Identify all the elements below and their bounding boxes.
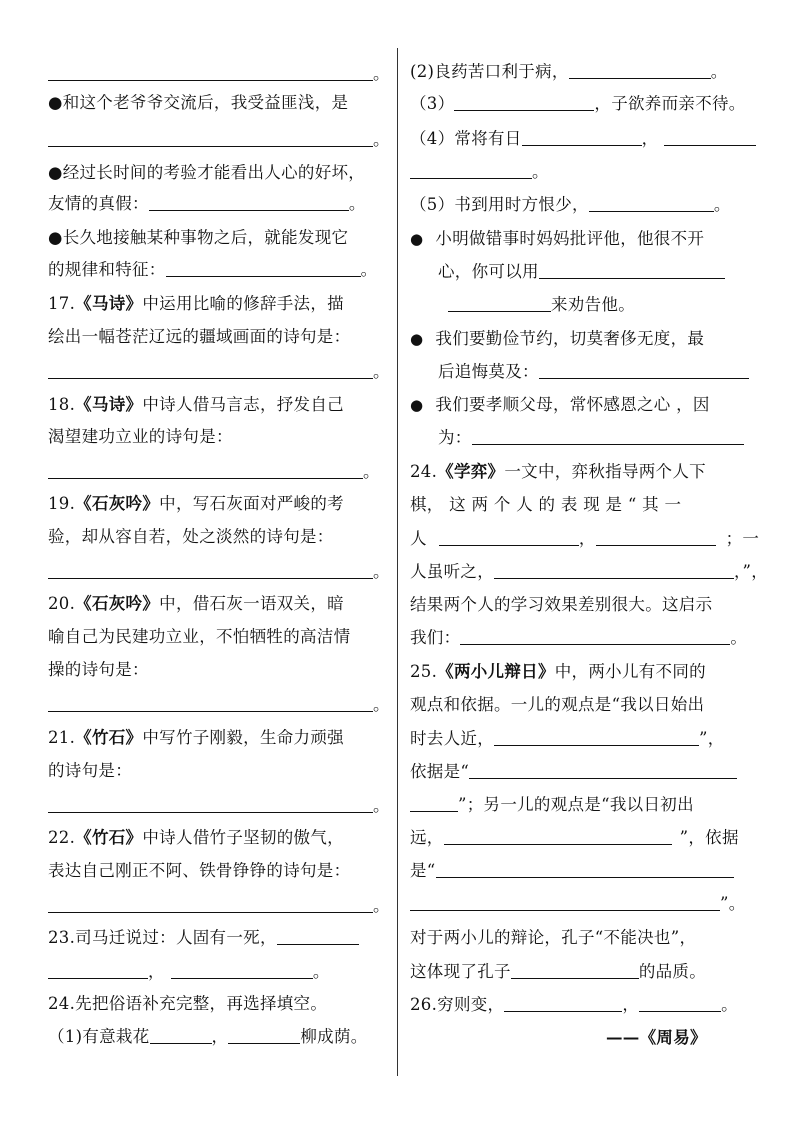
question-18: 18.《马诗》中诗人借马言志，抒发自己 xyxy=(48,395,344,414)
question-26: 26.穷则变， ， 。 xyxy=(410,995,738,1014)
bullet-item: ● 我们要勤俭节约，切莫奢侈无度，最 xyxy=(410,329,705,348)
blank[interactable] xyxy=(166,259,361,277)
column-divider xyxy=(397,48,398,1076)
question-text: ”；另一儿的观点是“我以日初出 xyxy=(410,793,694,817)
source-citation: ——《周易》 xyxy=(606,1028,707,1047)
question-text: 是“ xyxy=(410,859,734,883)
blank[interactable] xyxy=(171,961,313,979)
question-text: 验，却从容自若，处之淡然的诗句是： xyxy=(48,527,334,546)
blank[interactable] xyxy=(664,128,756,146)
answer-line: 。 xyxy=(48,894,390,918)
answer-line: 。 xyxy=(48,128,390,152)
question-text: 喻自己为民建功立业，不怕牺牲的高洁情 xyxy=(48,627,351,646)
blank[interactable] xyxy=(410,161,532,179)
blank[interactable] xyxy=(596,528,716,546)
question-23: 23.司马迁说过：人固有一死， xyxy=(48,926,359,950)
poem-title: 《马诗》 xyxy=(75,395,143,414)
blank[interactable] xyxy=(277,927,359,945)
blank[interactable] xyxy=(48,129,373,147)
blank[interactable] xyxy=(494,728,699,746)
answer-line: 。 xyxy=(48,693,390,717)
blank[interactable] xyxy=(494,561,734,579)
blank[interactable] xyxy=(469,761,737,779)
question-text: 渴望建功立业的诗句是： xyxy=(48,427,233,446)
question-text: 为： xyxy=(438,426,744,450)
blank[interactable] xyxy=(410,893,720,911)
question-text: 人虽听之， ，”， xyxy=(410,562,769,581)
question-24: 24.先把俗语补充完整，再选择填空。 xyxy=(48,994,328,1013)
poem-title: 《石灰吟》 xyxy=(75,594,160,613)
bullet-icon: ● xyxy=(410,330,424,348)
question-text: 依据是“ xyxy=(410,760,737,784)
question-text: 表达自己刚正不阿、铁骨铮铮的诗句是： xyxy=(48,861,351,880)
blank[interactable] xyxy=(522,128,642,146)
blank[interactable] xyxy=(48,561,373,579)
bullet-icon: ● xyxy=(410,396,424,414)
blank[interactable] xyxy=(48,961,148,979)
answer-line: 。 xyxy=(48,460,380,484)
blank[interactable] xyxy=(639,994,721,1012)
blank[interactable] xyxy=(444,827,672,845)
answer-line: 。 xyxy=(48,62,390,86)
blank[interactable] xyxy=(569,61,711,79)
question-22: 22.《竹石》中诗人借竹子坚韧的傲气， xyxy=(48,828,344,847)
blank[interactable] xyxy=(48,694,373,712)
answer-line: 。 xyxy=(410,160,549,184)
blank[interactable] xyxy=(149,193,349,211)
blank[interactable] xyxy=(150,1026,212,1044)
proverb-2: (2)良药苦口利于病， 。 xyxy=(410,62,728,81)
question-text: 远， ”，依据 xyxy=(410,828,739,847)
question-25: 25.《两小儿辩日》中，两小儿有不同的 xyxy=(410,662,706,681)
poem-title: 《竹石》 xyxy=(75,828,143,847)
question-text: 这体现了孔子 的品质。 xyxy=(410,962,707,981)
blank[interactable] xyxy=(539,261,725,279)
answer-line: 。 xyxy=(48,794,390,818)
question-text: 心，你可以用 xyxy=(438,260,725,284)
poem-title: 《石灰吟》 xyxy=(75,494,160,513)
question-text: 的规律和特征： 。 xyxy=(48,260,378,279)
bullet-text: ●经过长时间的考验才能看出人心的好坏， xyxy=(48,163,366,182)
blank[interactable] xyxy=(448,294,551,312)
blank[interactable] xyxy=(472,427,744,445)
answer-line: 。 xyxy=(48,360,390,384)
poem-title: 《马诗》 xyxy=(75,294,143,313)
question-text: 友情的真假： 。 xyxy=(48,194,366,213)
answer-line: ， 。 xyxy=(48,960,330,984)
blank[interactable] xyxy=(48,895,373,913)
poem-title: 《学弈》 xyxy=(437,462,505,481)
proverb-5: （5）书到用时方恨少， 。 xyxy=(410,195,731,214)
poem-title: 《竹石》 xyxy=(75,728,143,747)
question-text: 结果两个人的学习效果差别很大。这启示 xyxy=(410,595,713,614)
blank[interactable] xyxy=(439,528,579,546)
blank[interactable] xyxy=(460,627,730,645)
blank[interactable] xyxy=(504,994,622,1012)
question-24-xueyi: 24.《学弈》一文中，弈秋指导两个人下 xyxy=(410,462,706,481)
blank[interactable] xyxy=(48,795,373,813)
answer-line: 。 xyxy=(48,560,390,584)
question-text: ”。 xyxy=(410,892,746,916)
proverb-3: （3） ，子欲养而亲不待。 xyxy=(410,94,746,113)
blank[interactable] xyxy=(511,961,639,979)
bullet-item: ● 小明做错事时妈妈批评他，他很不开 xyxy=(410,229,705,248)
question-text: 后追悔莫及： xyxy=(438,360,749,384)
question-text: 对于两小儿的辩论，孔子“不能决也”， xyxy=(410,928,697,947)
blank[interactable] xyxy=(436,860,734,878)
blank[interactable] xyxy=(410,794,458,812)
bullet-icon: ● xyxy=(410,230,424,248)
question-text: （1)有意栽花 ， 柳成荫。 xyxy=(48,1027,368,1046)
question-17: 17.《马诗》中运用比喻的修辞手法，描 xyxy=(48,294,344,313)
question-20: 20.《石灰吟》中，借石灰一语双关，暗 xyxy=(48,594,344,613)
question-text: 的诗句是： xyxy=(48,761,132,780)
proverb-4: （4）常将有日 ， xyxy=(410,127,756,151)
bullet-text: ●长久地接触某种事物之后，就能发现它 xyxy=(48,228,349,247)
blank[interactable] xyxy=(228,1026,300,1044)
question-text: 来劝告他。 xyxy=(448,293,635,317)
question-text: 时去人近， ”， xyxy=(410,729,725,748)
blank[interactable] xyxy=(48,63,373,81)
question-text: 棋， 这 两 个 人 的 表 现 是 “ 其 一 xyxy=(410,495,682,514)
blank[interactable] xyxy=(48,461,363,479)
blank[interactable] xyxy=(48,361,373,379)
question-21: 21.《竹石》中写竹子刚毅，生命力顽强 xyxy=(48,728,344,747)
question-19: 19.《石灰吟》中，写石灰面对严峻的考 xyxy=(48,494,344,513)
question-text: 绘出一幅苍茫辽远的疆域画面的诗句是： xyxy=(48,327,351,346)
bullet-item: ● 我们要孝顺父母，常怀感恩之心 ，因 xyxy=(410,395,710,414)
blank[interactable] xyxy=(454,93,594,111)
question-text: 操的诗句是： xyxy=(48,660,149,679)
question-text: 我们： 。 xyxy=(410,628,748,647)
bullet-text: ●和这个老爷爷交流后，我受益匪浅，是 xyxy=(48,93,349,112)
blank[interactable] xyxy=(589,194,714,212)
poem-title: 《两小儿辩日》 xyxy=(437,662,555,681)
blank[interactable] xyxy=(539,361,749,379)
question-text: 人 ， ；一 xyxy=(410,529,760,548)
question-text: 观点和依据。一儿的观点是“我以日始出 xyxy=(410,695,705,714)
